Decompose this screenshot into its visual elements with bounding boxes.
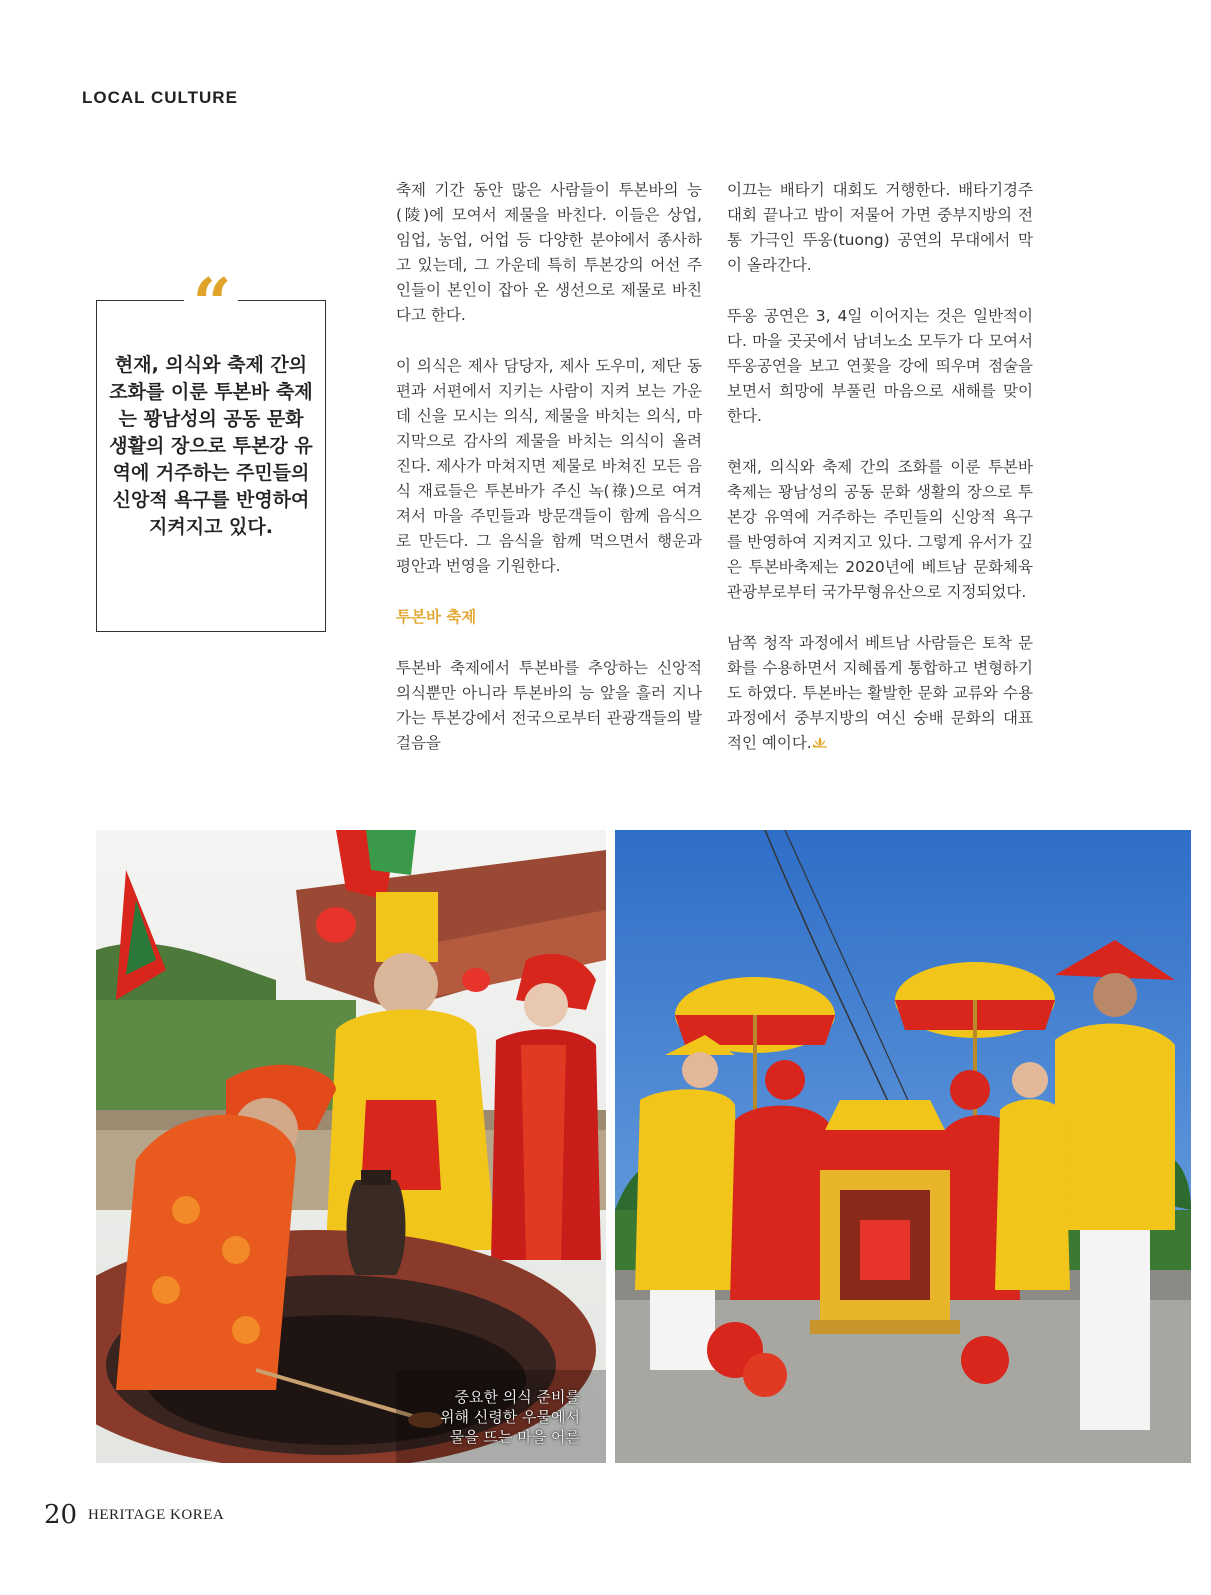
article-column-1 [396, 178, 702, 756]
quote-border-left [97, 300, 184, 301]
photo-well-ritual [96, 830, 606, 1463]
article-paragraph: 이 의식은 제사 담당자, 제사 도우미, 제단 동편과 서편에서 지키는 사람이 지켜 보는 가운데 신을 모시는 의식, 제물을 바치는 의식, 마지막으로 감사의 제물을 바치는 의식이 올려진다. 제사가 마쳐지면 제물로 바쳐진 모든 음식 재료들은 투본바가 주신 녹(祿)으로 여겨져서 마을 주민들과 방문객들이 함께 음식으로 만든다. 그 음식을 함께 먹으면서 행운과 평안과 번영을 기원한다. [396, 357, 702, 575]
article-paragraph [727, 631, 1033, 756]
photo-procession [615, 830, 1191, 1463]
quote-mark-icon: “ [192, 264, 232, 344]
quote-border-right [238, 300, 325, 301]
article-paragraph-text: 남쪽 청작 과정에서 베트남 사람들은 토착 문화를 수용하면서 지혜롭게 통합하고 변형하기도 하였다. 투본바는 활발한 문화 교류와 수용 과정에서 중부지방의 여신 숭배 문화의 대표적인 예이다. [727, 634, 1033, 752]
magazine-name: HERITAGE KOREA [88, 1507, 225, 1523]
article-subheading: 투본바 축제 [396, 608, 477, 626]
article-paragraph: 뚜옹 공연은 3, 4일 이어지는 것은 일반적이다. 마을 곳곳에서 남녀노소 모두가 다 모여서 뚜옹공연을 보고 연꽃을 강에 띄우며 점술을 보면서 희망에 부풀린 마음으로 새해를 맞이한다. [727, 307, 1033, 425]
article-column-2 [727, 178, 1033, 756]
lotus-icon [812, 731, 828, 756]
article-paragraph: 투본바 축제에서 투본바를 추앙하는 신앙적 의식뿐만 아니라 투본바의 능 앞을 흘러 지나가는 투본강에서 전국으로부터 관광객들의 발걸음을 [396, 659, 702, 752]
photo-caption: 중요한 의식 준비를 위해 신령한 우물에서 물을 뜨는 마을 어른 [440, 1388, 580, 1446]
article-paragraph: 현재, 의식와 축제 간의 조화를 이룬 투본바 축제는 꽝남성의 공동 문화 생활의 장으로 투본강 유역에 거주하는 주민들의 신앙적 욕구를 반영하여 지켜지고 있다. 그렇게 유서가 깊은 투본바축제는 2020년에 베트남 문화체육관광부로부터 국가무형유산으로 지정되었다. [727, 458, 1033, 601]
article-paragraph: 이끄는 배타기 대회도 거행한다. 배타기경주대회 끝나고 밤이 저물어 가면 중부지방의 전통 가극인 뚜옹(tuong) 공연의 무대에서 막이 올라간다. [727, 181, 1033, 274]
page-number: 20 [44, 1500, 78, 1530]
pull-quote-box [96, 264, 326, 632]
section-label: LOCAL CULTURE [82, 88, 238, 107]
article-paragraph: 축제 기간 동안 많은 사람들이 투본바의 능(陵)에 모여서 제물을 바친다. 이들은 상업, 임업, 농업, 어업 등 다양한 분야에서 종사하고 있는데, 그 가운데 특히 투본강의 어선 주인들이 본인이 잡아 온 생선으로 제물로 바친다고 한다. [396, 181, 702, 324]
pull-quote-text: 현재, 의식와 축제 간의 조화를 이룬 투본바 축제는 꽝남성의 공동 문화 생활의 장으로 투본강 유역에 거주하는 주민들의 신앙적 욕구를 반영하여 지켜지고 있다. [109, 354, 313, 538]
